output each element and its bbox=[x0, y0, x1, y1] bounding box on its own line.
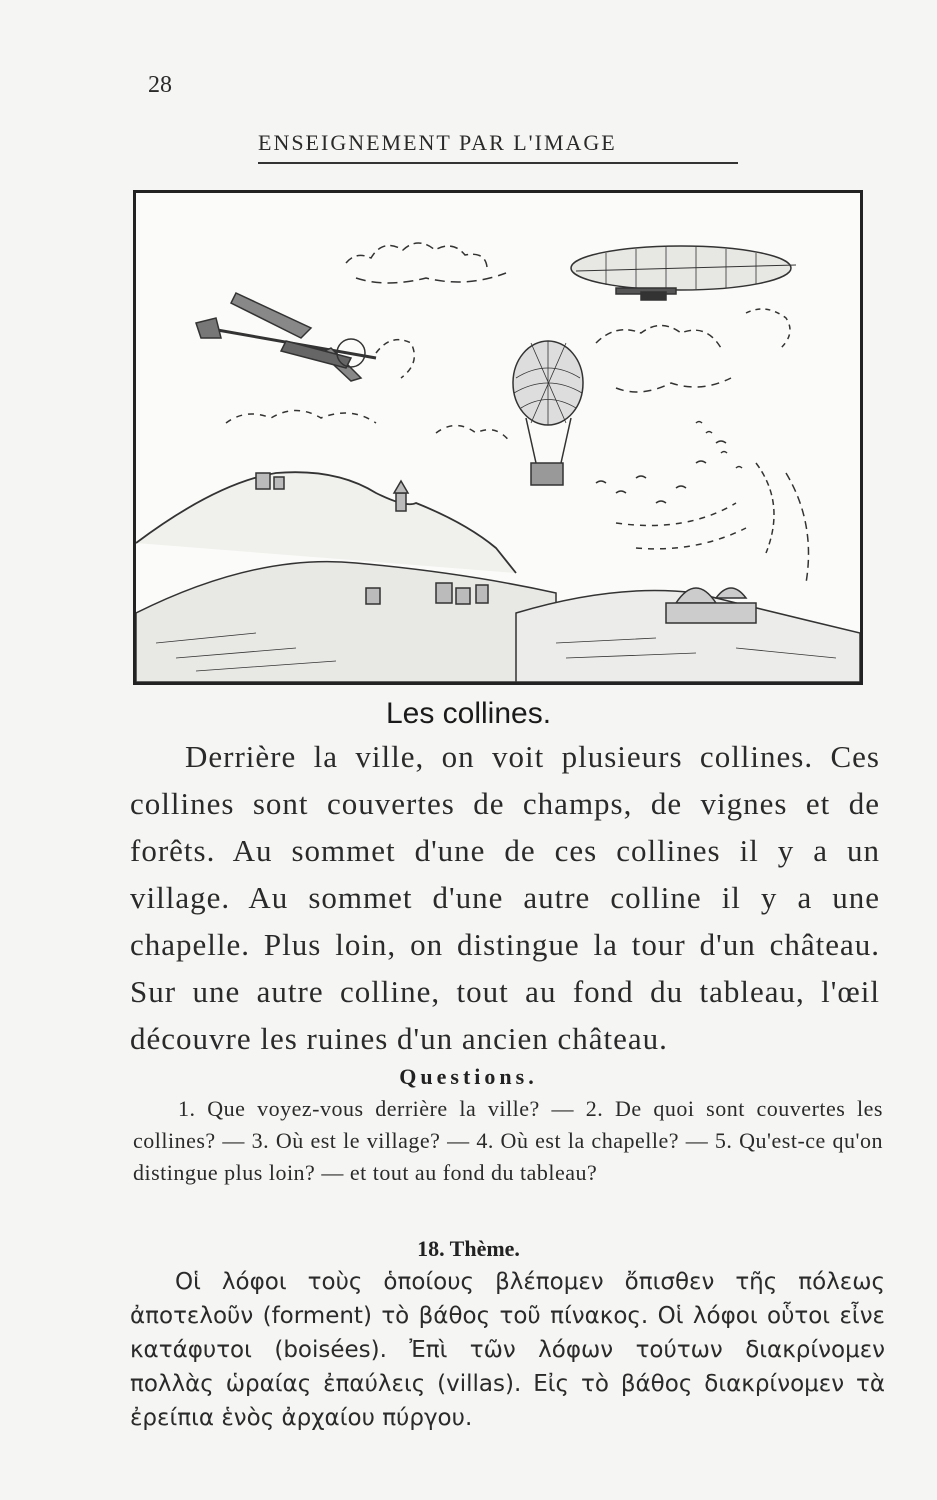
hill-outline bbox=[136, 472, 516, 573]
cloud-outline bbox=[376, 340, 414, 378]
hill-outline bbox=[136, 562, 556, 682]
theme-content: Οἱ λόφοι τοὺς ὁποίους βλέπομεν ὄπισθεν τῆς πόλεως ἀποτελοῦν (forment) τὸ βάθος τοῦ πίνακος. Οἱ λόφοι οὗτοι εἶνε κατάφυτοι (boisées). Ἐπὶ τῶν λόφων τούτων διακρίνομεν πολλὰς ὡραίας ἐπαύλεις (villas). Εἰς τὸ βάθος διακρίνομεν τὰ ἐρείπια ἑνὸς ἀρχαίου πύργου. bbox=[130, 1269, 885, 1431]
questions-content: 1. Que voyez-vous derrière la ville? — 2. De quoi sont couvertes les collines? — 3. Où est le village? — 4. Où est la chapelle? — 5. Qu'est-ce qu'on distingue plus loin? — et tout au fond du tableau? bbox=[133, 1096, 883, 1185]
cloud-outline bbox=[746, 309, 790, 348]
cloud-outline bbox=[436, 426, 511, 444]
theme-block bbox=[130, 1265, 885, 1435]
questions-block bbox=[133, 1093, 883, 1189]
running-head: ENSEIGNEMENT PAR L'IMAGE bbox=[258, 130, 617, 155]
page-number: 28 bbox=[148, 72, 172, 98]
cloud-outline bbox=[356, 273, 506, 283]
cloud-outline bbox=[596, 326, 721, 349]
cloud-outline bbox=[226, 411, 376, 424]
cloud-outline bbox=[346, 243, 487, 267]
hot-air-balloon-icon bbox=[513, 341, 583, 485]
illustration bbox=[133, 190, 863, 685]
lesson-text-content: Derrière la ville, on voit plusieurs collines. Ces collines sont couvertes de champs, de vignes et de forêts. Au sommet d'une de ces collines il y a un village. Au sommet d'une autre colline il y a une chapelle. Plus loin, on distingue la tour d'un château. Sur une autre colline, tout au fond du tableau, l'œil découvre les ruines d'un ancien château. bbox=[130, 739, 880, 1056]
airplane-icon bbox=[196, 293, 376, 381]
theme-heading: 18. Thème. bbox=[417, 1236, 520, 1261]
lesson-text bbox=[130, 733, 880, 1062]
illustration-caption: Les collines. bbox=[385, 697, 552, 730]
cloud-outline bbox=[616, 378, 731, 392]
running-head-rule bbox=[258, 162, 738, 164]
airship-icon bbox=[571, 246, 796, 300]
questions-heading: Questions. bbox=[399, 1064, 538, 1089]
